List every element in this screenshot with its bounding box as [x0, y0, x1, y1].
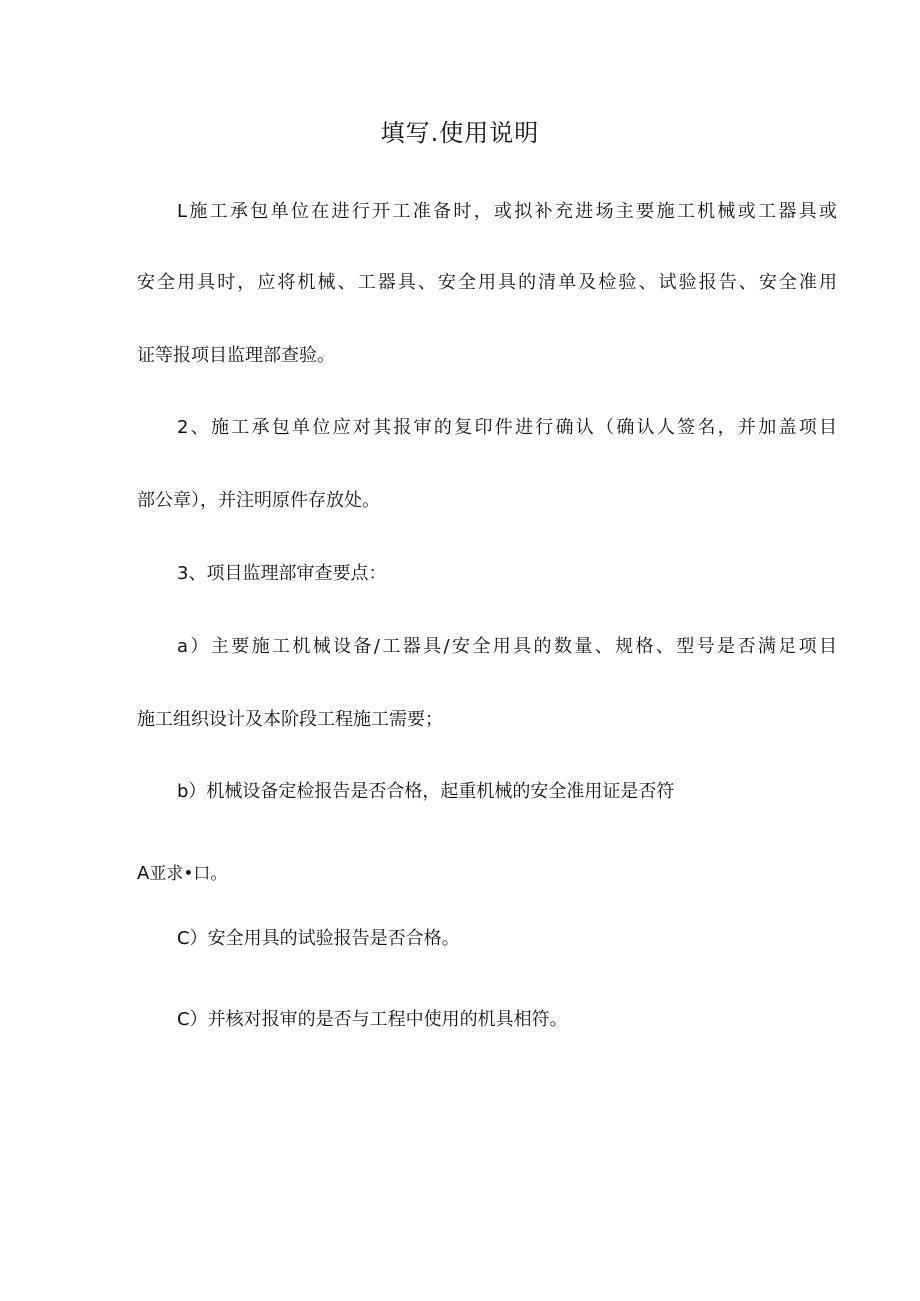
item-c2-line: C）并核对报审的是否与工程中使用的机具相符。: [177, 1009, 568, 1030]
paragraph-1-line-2: 安全用具时，应将机械、工器具、安全用具的清单及检验、试验报告、安全准用: [137, 272, 837, 293]
paragraph-3-heading: 3、项目监理部审查要点：: [177, 563, 387, 584]
paragraph-1-line-3: 证等报项目监理部查验。: [137, 345, 335, 366]
document-title: 填写.使用说明: [380, 119, 540, 147]
item-c-line: C）安全用具的试验报告是否合格。: [177, 928, 460, 949]
item-a-line-1: a）主要施工机械设备/工器具/安全用具的数量、规格、型号是否满足项目: [177, 636, 837, 657]
item-b-line-2-prefix: A: [137, 863, 150, 884]
item-b-line-1: b）机械设备定检报告是否合格，起重机械的安全准用证是否符: [177, 781, 675, 802]
paragraph-2-line-2: 部公章），并注明原件存放处。: [137, 490, 380, 511]
paragraph-1-line-1: L施工承包单位在进行开工准备时，或拟补充进场主要施工机械或工器具或: [177, 201, 837, 222]
paragraph-2-line-1: 2、施工承包单位应对其报审的复印件进行确认（确认人签名，并加盖项目: [177, 417, 837, 438]
item-b-line-2-rest: 亚求•口。: [149, 864, 228, 884]
item-a-line-2: 施工组织设计及本阶段工程施工需要；: [137, 709, 443, 730]
item-b-line-2: [137, 861, 227, 887]
